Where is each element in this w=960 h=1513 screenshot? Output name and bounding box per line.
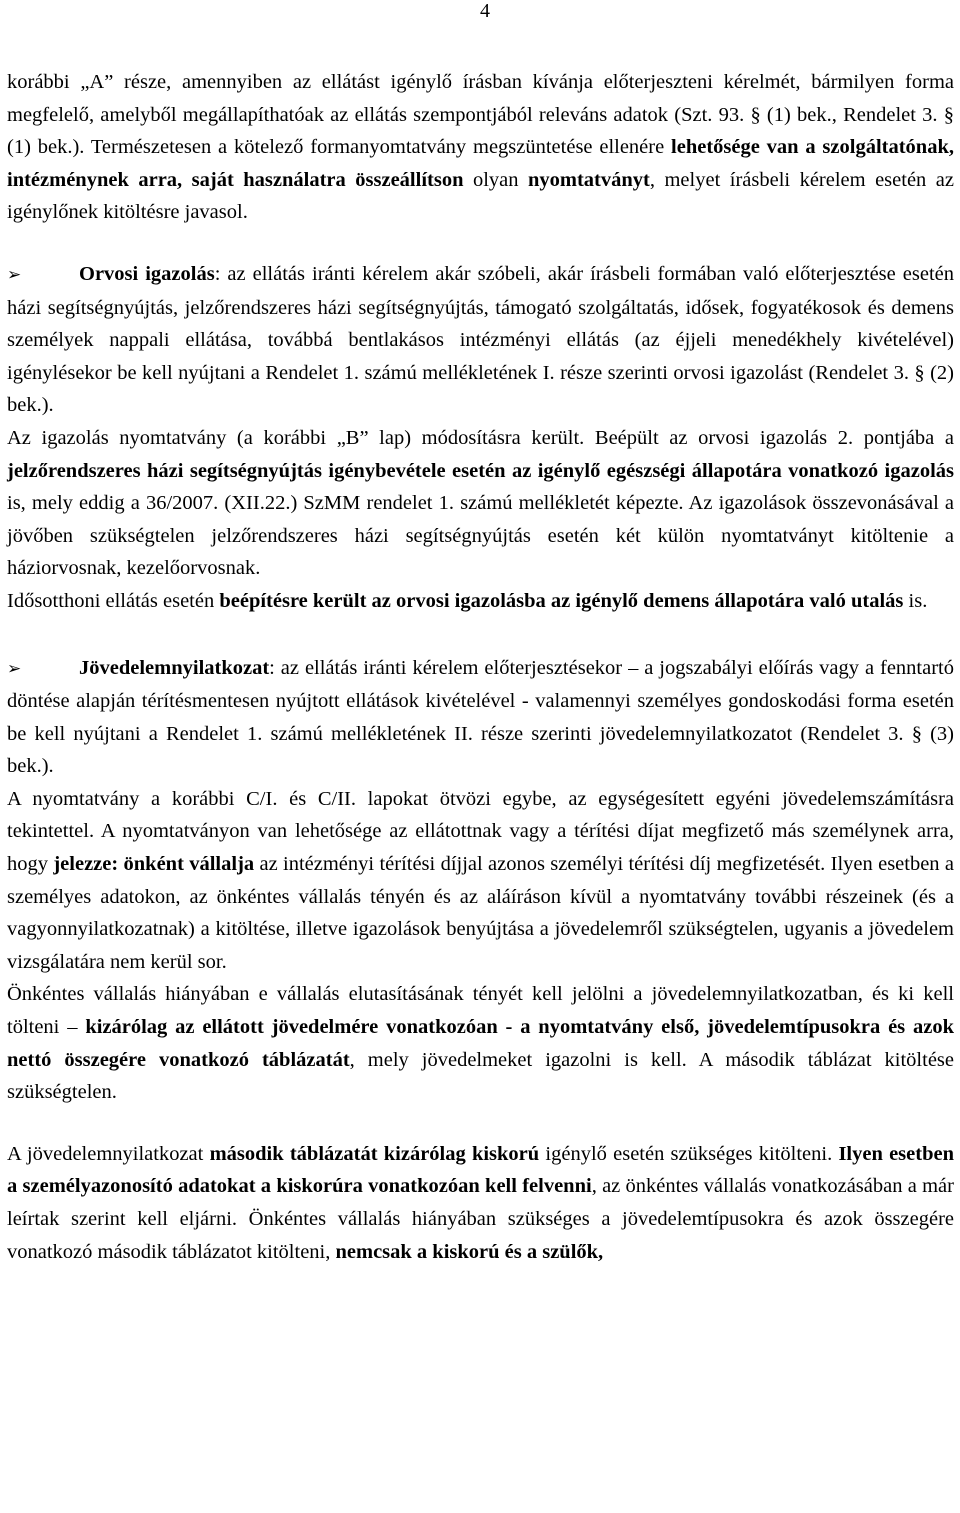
- paragraph-kiskoru: [7, 1138, 954, 1268]
- bold-text: nemcsak a kiskorú és a szülők,: [335, 1240, 604, 1263]
- paragraph-jovedelemnyilatkozat: [7, 652, 954, 783]
- bold-text: második táblázatát kizárólag kiskorú: [209, 1142, 540, 1165]
- bold-text: jelezze: önként vállalja: [53, 853, 255, 876]
- text: Az igazolás nyomtatvány (a korábbi „B” lap) módosításra került. Beépült az orvosi igazolás 2. pontjába a: [7, 426, 954, 449]
- paragraph-form-intro: [7, 66, 954, 229]
- text: , az önkéntes vállalás vonatkozásában a már leírtak szerint kell eljárni. Önkéntes vállalás hiányában szükséges a jövedelemtípusokra és azok összegére vonatkozó második táblázatot kitölteni,: [7, 1175, 954, 1263]
- paragraph-onkentes-vallalas: [7, 978, 954, 1108]
- text: : az ellátás iránti kérelem előterjesztésekor – a jogszabályi előírás vagy a fenntartó döntése alapján térítésmentesen nyújtott ellátások kivételével - valamennyi személyes gondoskodási forma esetén be kell nyújtani a Rendelet 1. számú mellékletének II. része szerinti jövedelemnyilatkozatot (Rendelet 3. § (3) bek.).: [7, 656, 954, 778]
- bold-text: Ilyen esetben a személyazonosító adatokat a kiskorúra vonatkozóan kell felvenni: [7, 1142, 954, 1198]
- arrow-bullet-icon: ➢: [7, 264, 22, 285]
- text: is, mely eddig a 36/2007. (XII.22.) SzMM rendelet 1. számú mellékletét képezte. Az igazolások összevonásával a jövőben szükségtelen jelzőrendszeres házi segítségnyújtás esetén két külön nyomtatványt kitöltenie a háziorvosnak, kezelőorvosnak.: [7, 492, 954, 580]
- text: az intézményi térítési díjjal azonos személyi térítési díj megfizetését. Ilyen esetben a személyes adatokon, az önkéntes vállalás tényén és az aláíráson kívül a nyomtatvány további részeinek (és a vagyonnyilatkozatnak) a kitöltése, illetve igazolások benyújtása a jövedelemről szükségtelen, ugyanis a jövedelem vizsgálatára nem kerül sor.: [7, 853, 954, 973]
- section-heading: Orvosi igazolás: [79, 262, 215, 285]
- text: , melyet írásbeli kérelem esetén az igénylőnek kitöltésre javasol.: [7, 168, 954, 224]
- text: igénylő esetén szükséges kitölteni.: [539, 1142, 839, 1165]
- paragraph-idosotthon: [7, 585, 954, 618]
- text: Idősotthoni ellátás esetén: [7, 589, 220, 612]
- text: : az ellátás iránti kérelem akár szóbeli, akár írásbeli formában való előterjesztése esetén házi segítségnyújtás, jelzőrendszeres házi segítségnyújtás, támogató szolgáltatás, idősek, fogyatékosok és demens személyek nappali ellátása, továbbá bentlakásos intézményi ellátás (az éjjeli menedékhely kivételével) igénylésekor be kell nyújtani a Rendelet 1. számú mellékletének I. része szerinti orvosi igazolást (Rendelet 3. § (2) bek.).: [7, 262, 954, 417]
- text: Önkéntes vállalás hiányában e vállalás elutasításának tényét kell jelölni a jövedelemnyilatkozatban, és ki kell tölteni –: [7, 983, 954, 1039]
- section-heading: Jövedelemnyilatkozat: [79, 656, 270, 679]
- bold-text: nyomtatványt: [528, 168, 650, 191]
- text: korábbi „A” része, amennyiben az ellátást igénylő írásban kívánja előterjeszteni kérelmét, bármilyen forma megfelelő, amelyből megállapíthatóak az ellátás szempontjából releváns adatok (Szt. 93. § (1) bek., Rendelet 3. § (1) bek.). Természetesen a kötelező formanyomtatvány megszüntetése ellenére: [7, 71, 954, 159]
- paragraph-nyomtatvany: [7, 783, 954, 979]
- bold-text: lehetősége van a szolgáltatónak, intézménynek arra, saját használatra összeállítson: [7, 136, 954, 191]
- page-number: 4: [480, 0, 490, 22]
- bold-text: kizárólag az ellátott jövedelmére vonatkozóan - a nyomtatvány első, jövedelemtípusokra és azok nettó összegére vonatkozó táblázatát: [7, 1016, 954, 1071]
- arrow-bullet-icon: ➢: [7, 658, 22, 679]
- text: A jövedelemnyilatkozat: [7, 1142, 210, 1165]
- paragraph-orvosi-igazolas: [7, 258, 954, 422]
- text: A nyomtatvány a korábbi C/I. és C/II. lapokat ötvözi egybe, az egységesített egyéni jövedelemszámításra tekintettel. A nyomtatványon van lehetősége az ellátottnak vagy a térítési díjat megfizető más személynek arra, hogy: [7, 787, 954, 876]
- bold-text: jelzőrendszeres házi segítségnyújtás igénybevétele esetén az igénylő egészségi állapotára vonatkozó igazolás: [7, 459, 954, 482]
- text: is.: [903, 589, 928, 612]
- text: olyan: [463, 168, 528, 191]
- paragraph-orvosi-modositas: [7, 422, 954, 585]
- document-body: [7, 66, 954, 1268]
- bold-text: beépítésre került az orvosi igazolásba az igénylő demens állapotára való utalás: [219, 589, 904, 612]
- text: , mely jövedelmeket igazolni is kell. A második táblázat kitöltése szükségtelen.: [7, 1048, 954, 1104]
